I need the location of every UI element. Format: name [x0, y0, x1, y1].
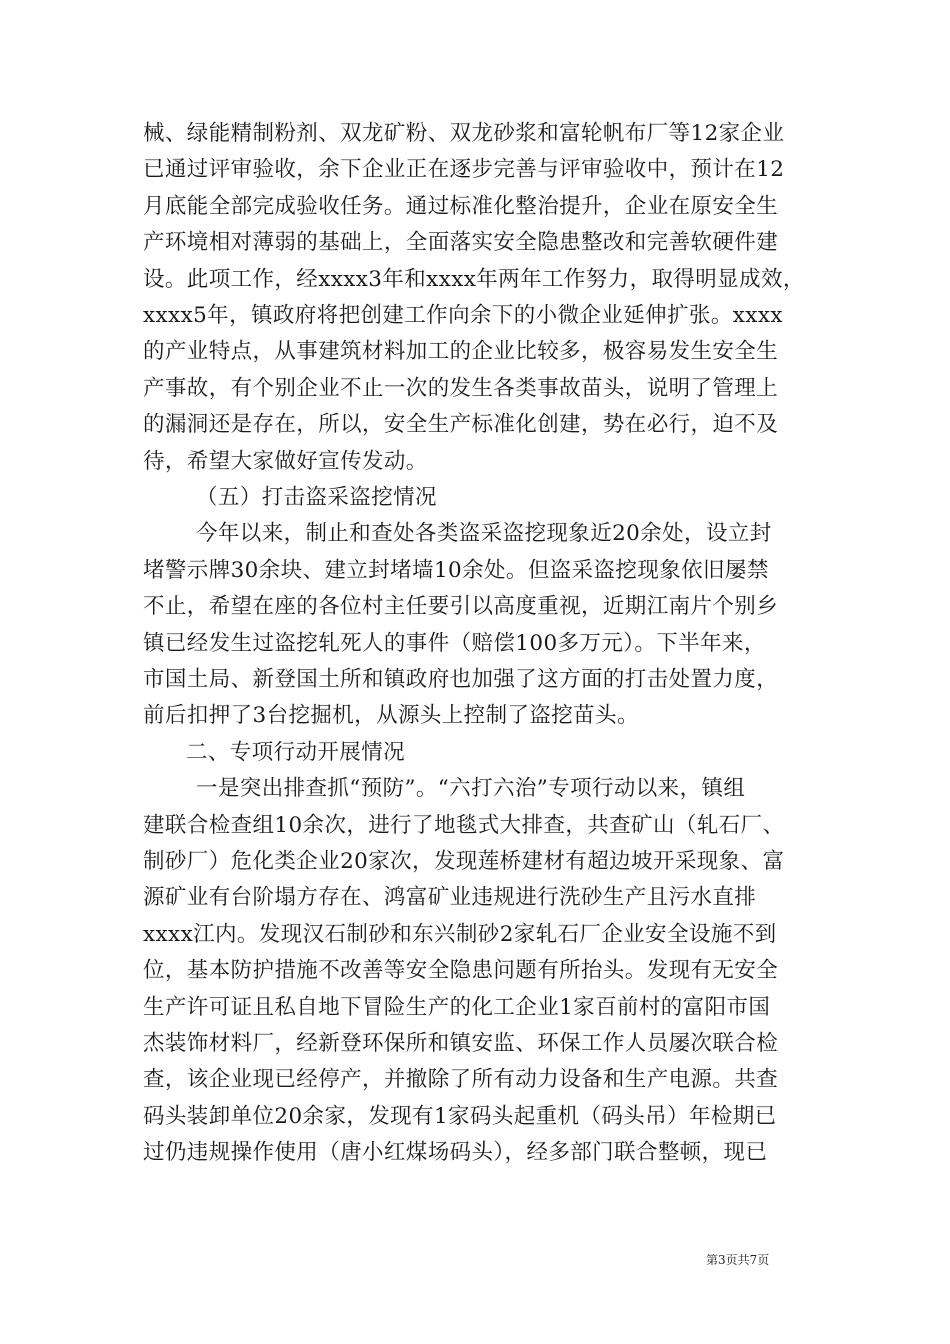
text-line: 查，该企业现已经停产，并撤除了所有动力设备和生产电源。共查: [143, 1067, 779, 1092]
text-line: 产事故，有个别企业不止一次的发生各类事故苗头，说明了管理上: [143, 376, 779, 401]
text-line: 制砂厂）危化类企业20家次，发现莲桥建材有超边坡开采现象、富: [143, 849, 785, 874]
text-line: xxxx江内。发现汉石制砂和东兴制砂2家轧石厂企业安全设施不到: [143, 922, 777, 947]
text-line: 堵警示牌30余块、建立封堵墙10余处。但盗采盗挖现象依旧屡禁: [143, 558, 769, 583]
section-heading: 二、专项行动开展情况: [186, 740, 406, 765]
text-line: 生产许可证且私自地下冒险生产的化工企业1家百前村的富阳市国: [143, 995, 771, 1020]
paragraph-first-line: 一是突出排查抓“预防”。“六打六治”专项行动以来，镇组: [196, 776, 746, 801]
text-line: 械、绿能精制粉剂、双龙矿粉、双龙砂浆和富轮帆布厂等12家企业: [143, 121, 785, 146]
text-line: 的漏洞还是存在，所以，安全生产标准化创建，势在必行，迫不及: [143, 412, 779, 437]
text-line: 月底能全部完成验收任务。通过标准化整治提升，企业在原安全生: [143, 194, 779, 219]
text-line: 设。此项工作，经xxxx3年和xxxx年两年工作努力，取得明显成效，: [143, 267, 805, 292]
text-line: 位，基本防护措施不改善等安全隐患问题有所抬头。发现有无安全: [143, 958, 779, 983]
text-line: 杰装饰材料厂，经新登环保所和镇安监、环保工作人员屡次联合检: [143, 1031, 779, 1056]
text-line: 镇已经发生过盗挖轧死人的事件（赔偿100多万元）。下半年来，: [143, 631, 766, 656]
text-line: 市国土局、新登国土所和镇政府也加强了这方面的打击处置力度，: [143, 667, 779, 692]
text-line: 过仍违规操作使用（唐小红煤场码头），经多部门联合整顿，现已: [143, 1140, 768, 1165]
page-number-footer: 第3页共7页: [706, 1253, 770, 1267]
text-line: 产环境相对薄弱的基础上，全面落实安全隐患整改和完善软硬件建: [143, 230, 779, 255]
section-heading: （五）打击盗采盗挖情况: [196, 485, 437, 510]
text-line: 建联合检查组10余次，进行了地毯式大排查，共查矿山（轧石厂、: [143, 813, 785, 838]
text-line: 已通过评审验收，余下企业正在逐步完善与评审验收中，预计在12: [143, 157, 785, 182]
text-line: 待，希望大家做好宣传发动。: [143, 449, 428, 474]
text-line: 不止，希望在座的各位村主任要引以高度重视，近期江南片个别乡: [143, 594, 779, 619]
text-line: 码头装卸单位20余家，发现有1家码头起重机（码头吊）年检期已: [143, 1104, 777, 1129]
text-line: 源矿业有台阶塌方存在、鸿富矿业违规进行洗砂生产且污水直排: [143, 885, 757, 910]
text-line: 的产业特点，从事建筑材料加工的企业比较多，极容易发生安全生: [143, 339, 779, 364]
paragraph-first-line: 今年以来，制止和查处各类盗采盗挖现象近20余处，设立封: [196, 521, 772, 546]
text-line: xxxx5年，镇政府将把创建工作向余下的小微企业延伸扩张。xxxx: [143, 303, 783, 328]
text-line: 前后扣押了3台挖掘机，从源头上控制了盗挖苗头。: [143, 703, 639, 728]
